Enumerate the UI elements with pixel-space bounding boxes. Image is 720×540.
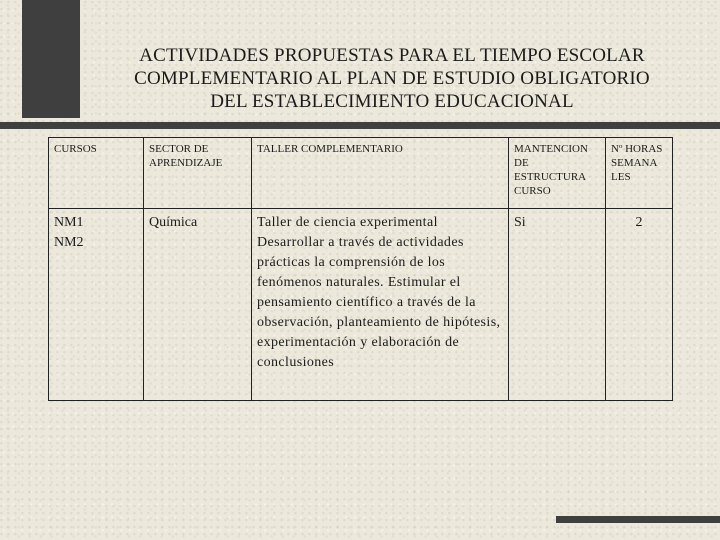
- header-sector: SECTOR DE APRENDIZAJE: [144, 138, 252, 209]
- table-row: [49, 209, 673, 401]
- curso-item: NM1: [54, 215, 84, 230]
- header-taller: TALLER COMPLEMENTARIO: [252, 138, 509, 209]
- cell-cursos: [49, 209, 144, 401]
- cell-horas: 2: [606, 209, 673, 401]
- header-horas: Nº HORAS SEMANA LES: [606, 138, 673, 209]
- title-line-2: COMPLEMENTARIO AL PLAN DE ESTUDIO OBLIGATORIO: [134, 68, 650, 89]
- decorative-bottom-line: [556, 516, 720, 523]
- table-header-row: [49, 138, 673, 209]
- decorative-vertical-bar: [22, 0, 80, 118]
- header-cursos: CURSOS: [49, 138, 144, 209]
- cell-mantencion: Si: [509, 209, 606, 401]
- header-mantencion: MANTENCION DE ESTRUCTURA CURSO: [509, 138, 606, 209]
- cell-sector: Química: [144, 209, 252, 401]
- decorative-horizontal-line: [0, 122, 720, 129]
- curso-item: NM2: [54, 235, 84, 250]
- cell-taller: Taller de ciencia experimental Desarrollar a través de actividades prácticas la comprensión de los fenómenos naturales. Estimular el pensamiento científico a través de la observación, planteamiento de hipótesis, experimentación y elaboración de conclusiones: [252, 209, 509, 401]
- activities-table: [48, 137, 673, 401]
- title-line-1: ACTIVIDADES PROPUESTAS PARA EL TIEMPO ESCOLAR: [139, 45, 645, 66]
- slide-title: [82, 44, 702, 113]
- title-line-3: DEL ESTABLECIMIENTO EDUCACIONAL: [210, 91, 574, 112]
